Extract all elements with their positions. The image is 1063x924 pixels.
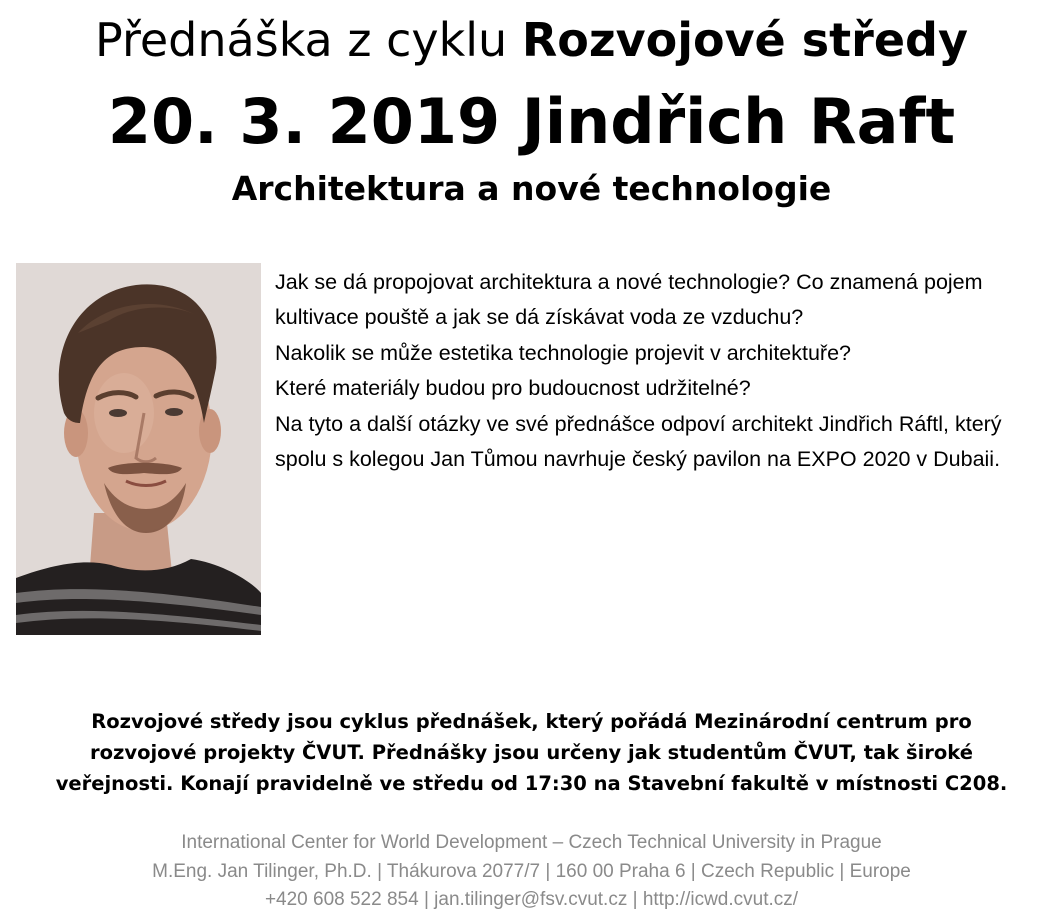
footer-contact: +420 608 522 854 | jan.tilinger@fsv.cvut.cz | http://icwd.cvut.cz/ xyxy=(264,889,799,910)
contact-footer xyxy=(0,829,1063,915)
footer-address: M.Eng. Jan Tilinger, Ph.D. | Thákurova 2077/7 | 160 00 Praha 6 | Czech Republic | Europe xyxy=(152,860,911,882)
date-speaker-heading: 20. 3. 2019 Jindřich Raft xyxy=(107,85,956,158)
series-name: Rozvojové středy xyxy=(521,13,968,67)
about-line: Rozvojové středy jsou cyklus přednášek, který pořádá Mezinárodní centrum pro xyxy=(91,710,972,733)
description-paragraph: Nakolik se může estetika technologie projevit v architektuře? xyxy=(275,340,852,365)
lecture-subtitle: Architektura a nové technologie xyxy=(231,169,832,208)
footer-institution: International Center for World Development – Czech Technical University in Prague xyxy=(181,832,882,853)
speaker-photo xyxy=(16,263,261,635)
about-line: veřejnosti. Konají pravidelně ve středu od 17:30 na Stavební fakultě v místnosti C208. xyxy=(55,772,1008,795)
page-title xyxy=(0,10,1063,70)
description-paragraph: Na tyto a další otázky ve své přednášce odpoví architekt Jindřich Ráftl, který spolu s kolegou Jan Tůmou navrhuje český pavilon na EXPO 2020 v Dubaii. xyxy=(275,411,1002,472)
lecture-description xyxy=(275,265,1055,477)
description-paragraph: Které materiály budou pro budoucnost udržitelné? xyxy=(275,376,751,401)
about-line: rozvojové projekty ČVUT. Přednášky jsou určeny jak studentům ČVUT, tak široké xyxy=(90,741,973,764)
title-prefix: Přednáška z cyklu xyxy=(95,13,508,67)
description-paragraph: Jak se dá propojovat architektura a nové technologie? Co znamená pojem kultivace pouště a jak se dá získávat voda ze vzduchu? xyxy=(275,270,983,330)
series-about xyxy=(20,706,1043,799)
